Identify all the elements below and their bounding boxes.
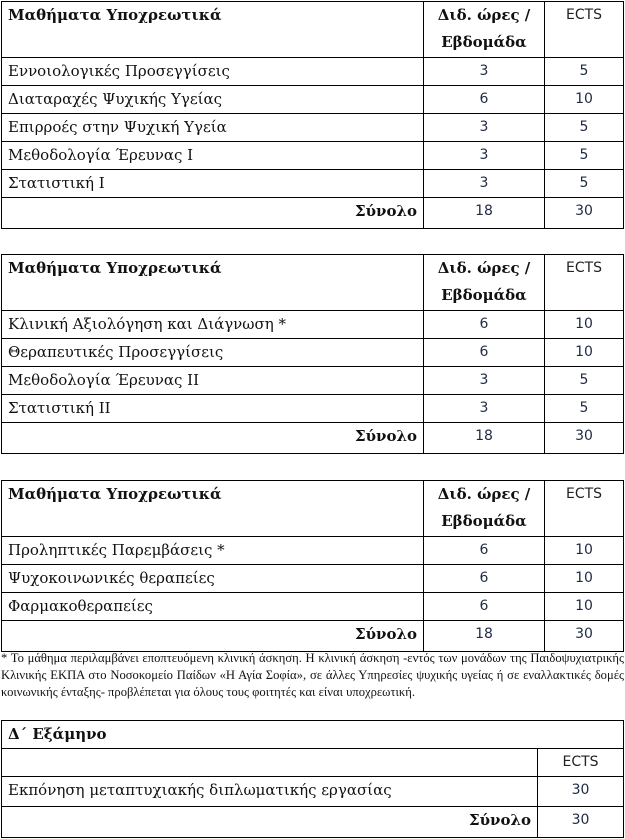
course-row [2, 170, 624, 198]
total-hours: 18 [424, 198, 545, 229]
course-name: Εννοιολογικές Προσεγγίσεις [2, 58, 424, 86]
hours-header-line1: Διδ. ώρες / [437, 485, 531, 503]
course-ects: 10 [545, 593, 624, 621]
course-row [2, 367, 624, 395]
total-ects: 30 [545, 198, 624, 229]
ects-header: ECTS [545, 255, 624, 311]
hours-header-line2: Εβδομάδα [441, 286, 527, 304]
course-ects: 10 [545, 311, 624, 339]
course-name: Διαταραχές Ψυχικής Υγείας [2, 86, 424, 114]
hours-header [424, 255, 545, 311]
course-row [2, 395, 624, 423]
course-ects: 10 [545, 537, 624, 565]
course-name: Θεραπευτικές Προσεγγίσεις [2, 339, 424, 367]
course-hours: 3 [424, 395, 545, 423]
course-header: Μαθήματα Υποχρεωτικά [2, 255, 424, 311]
total-ects: 30 [545, 621, 624, 652]
course-hours: 3 [424, 367, 545, 395]
ects-header: ECTS [545, 481, 624, 537]
course-hours: 3 [424, 142, 545, 170]
hours-header-line1: Διδ. ώρες / [437, 6, 531, 24]
course-name: Επιρροές στην Ψυχική Υγεία [2, 114, 424, 142]
total-ects: 30 [545, 423, 624, 454]
course-name: Μεθοδολογία Έρευνας Ι [2, 142, 424, 170]
course-ects: 10 [545, 565, 624, 593]
course-name: Στατιστική ΙΙ [2, 395, 424, 423]
total-label: Σύνολο [2, 621, 424, 652]
course-header: Μαθήματα Υποχρεωτικά [2, 2, 424, 58]
course-ects: 10 [545, 339, 624, 367]
course-hours: 3 [424, 114, 545, 142]
course-row [2, 339, 624, 367]
course-name: Μεθοδολογία Έρευνας ΙΙ [2, 367, 424, 395]
hours-header-line1: Διδ. ώρες / [437, 259, 531, 277]
course-hours: 3 [424, 58, 545, 86]
course-row [2, 537, 624, 565]
course-row [2, 593, 624, 621]
course-name: Φαρμακοθεραπείες [2, 593, 424, 621]
course-row [2, 58, 624, 86]
course-row [2, 311, 624, 339]
course-name: Προληπτικές Παρεμβάσεις * [2, 537, 424, 565]
total-label: Σύνολο [2, 807, 538, 838]
course-ects: 5 [545, 142, 624, 170]
total-ects: 30 [538, 807, 624, 838]
course-ects: 5 [545, 367, 624, 395]
ects-header: ECTS [545, 2, 624, 58]
total-hours: 18 [424, 621, 545, 652]
total-label: Σύνολο [2, 198, 424, 229]
semester-1-table [1, 1, 624, 229]
course-hours: 6 [424, 311, 545, 339]
hours-header-line2: Εβδομάδα [441, 512, 527, 530]
course-hours: 6 [424, 565, 545, 593]
course-ects: 5 [545, 170, 624, 198]
course-row [2, 86, 624, 114]
course-hours: 6 [424, 537, 545, 565]
hours-header [424, 2, 545, 58]
footnote: * Το μάθημα περιλαμβάνει εποπτευόμενη κλινική άσκηση. Η κλινική άσκηση -εντός των μονάδων της Παιδοψυχιατρικής Κλινικής ΕΚΠΑ στο Νοσοκομείο Παίδων «Η Αγία Σοφία», σε άλλες Υπηρεσίες ψυχικής υγείας ή σε εναλλακτικές δομές κοινωνικής ένταξης- προβλέπεται για όλους τους φοιτητές και είναι υποχρεωτική. [1, 651, 624, 699]
hours-header [424, 481, 545, 537]
total-hours: 18 [424, 423, 545, 454]
semester-2-table [1, 254, 624, 454]
hours-header-line2: Εβδομάδα [441, 33, 527, 51]
total-label: Σύνολο [2, 423, 424, 454]
course-ects: 5 [545, 395, 624, 423]
course-name: Στατιστική Ι [2, 170, 424, 198]
course-ects: 5 [545, 114, 624, 142]
course-hours: 6 [424, 86, 545, 114]
course-row [2, 114, 624, 142]
semester-4-table [1, 720, 624, 838]
course-ects: 5 [545, 58, 624, 86]
course-name: Κλινική Αξιολόγηση και Διάγνωση * [2, 311, 424, 339]
thesis-ects: 30 [538, 777, 624, 807]
course-hours: 6 [424, 593, 545, 621]
course-name: Ψυχοκοινωνικές θεραπείες [2, 565, 424, 593]
course-row [2, 142, 624, 170]
course-ects: 10 [545, 86, 624, 114]
course-hours: 3 [424, 170, 545, 198]
course-header: Μαθήματα Υποχρεωτικά [2, 481, 424, 537]
ects-header: ECTS [538, 749, 624, 777]
semester-3-table [1, 480, 624, 652]
course-hours: 6 [424, 339, 545, 367]
thesis-course: Εκπόνηση μεταπτυχιακής διπλωματικής εργασίας [2, 777, 538, 807]
semester-4-title: Δ΄ Εξάμηνο [2, 721, 624, 749]
course-row [2, 565, 624, 593]
